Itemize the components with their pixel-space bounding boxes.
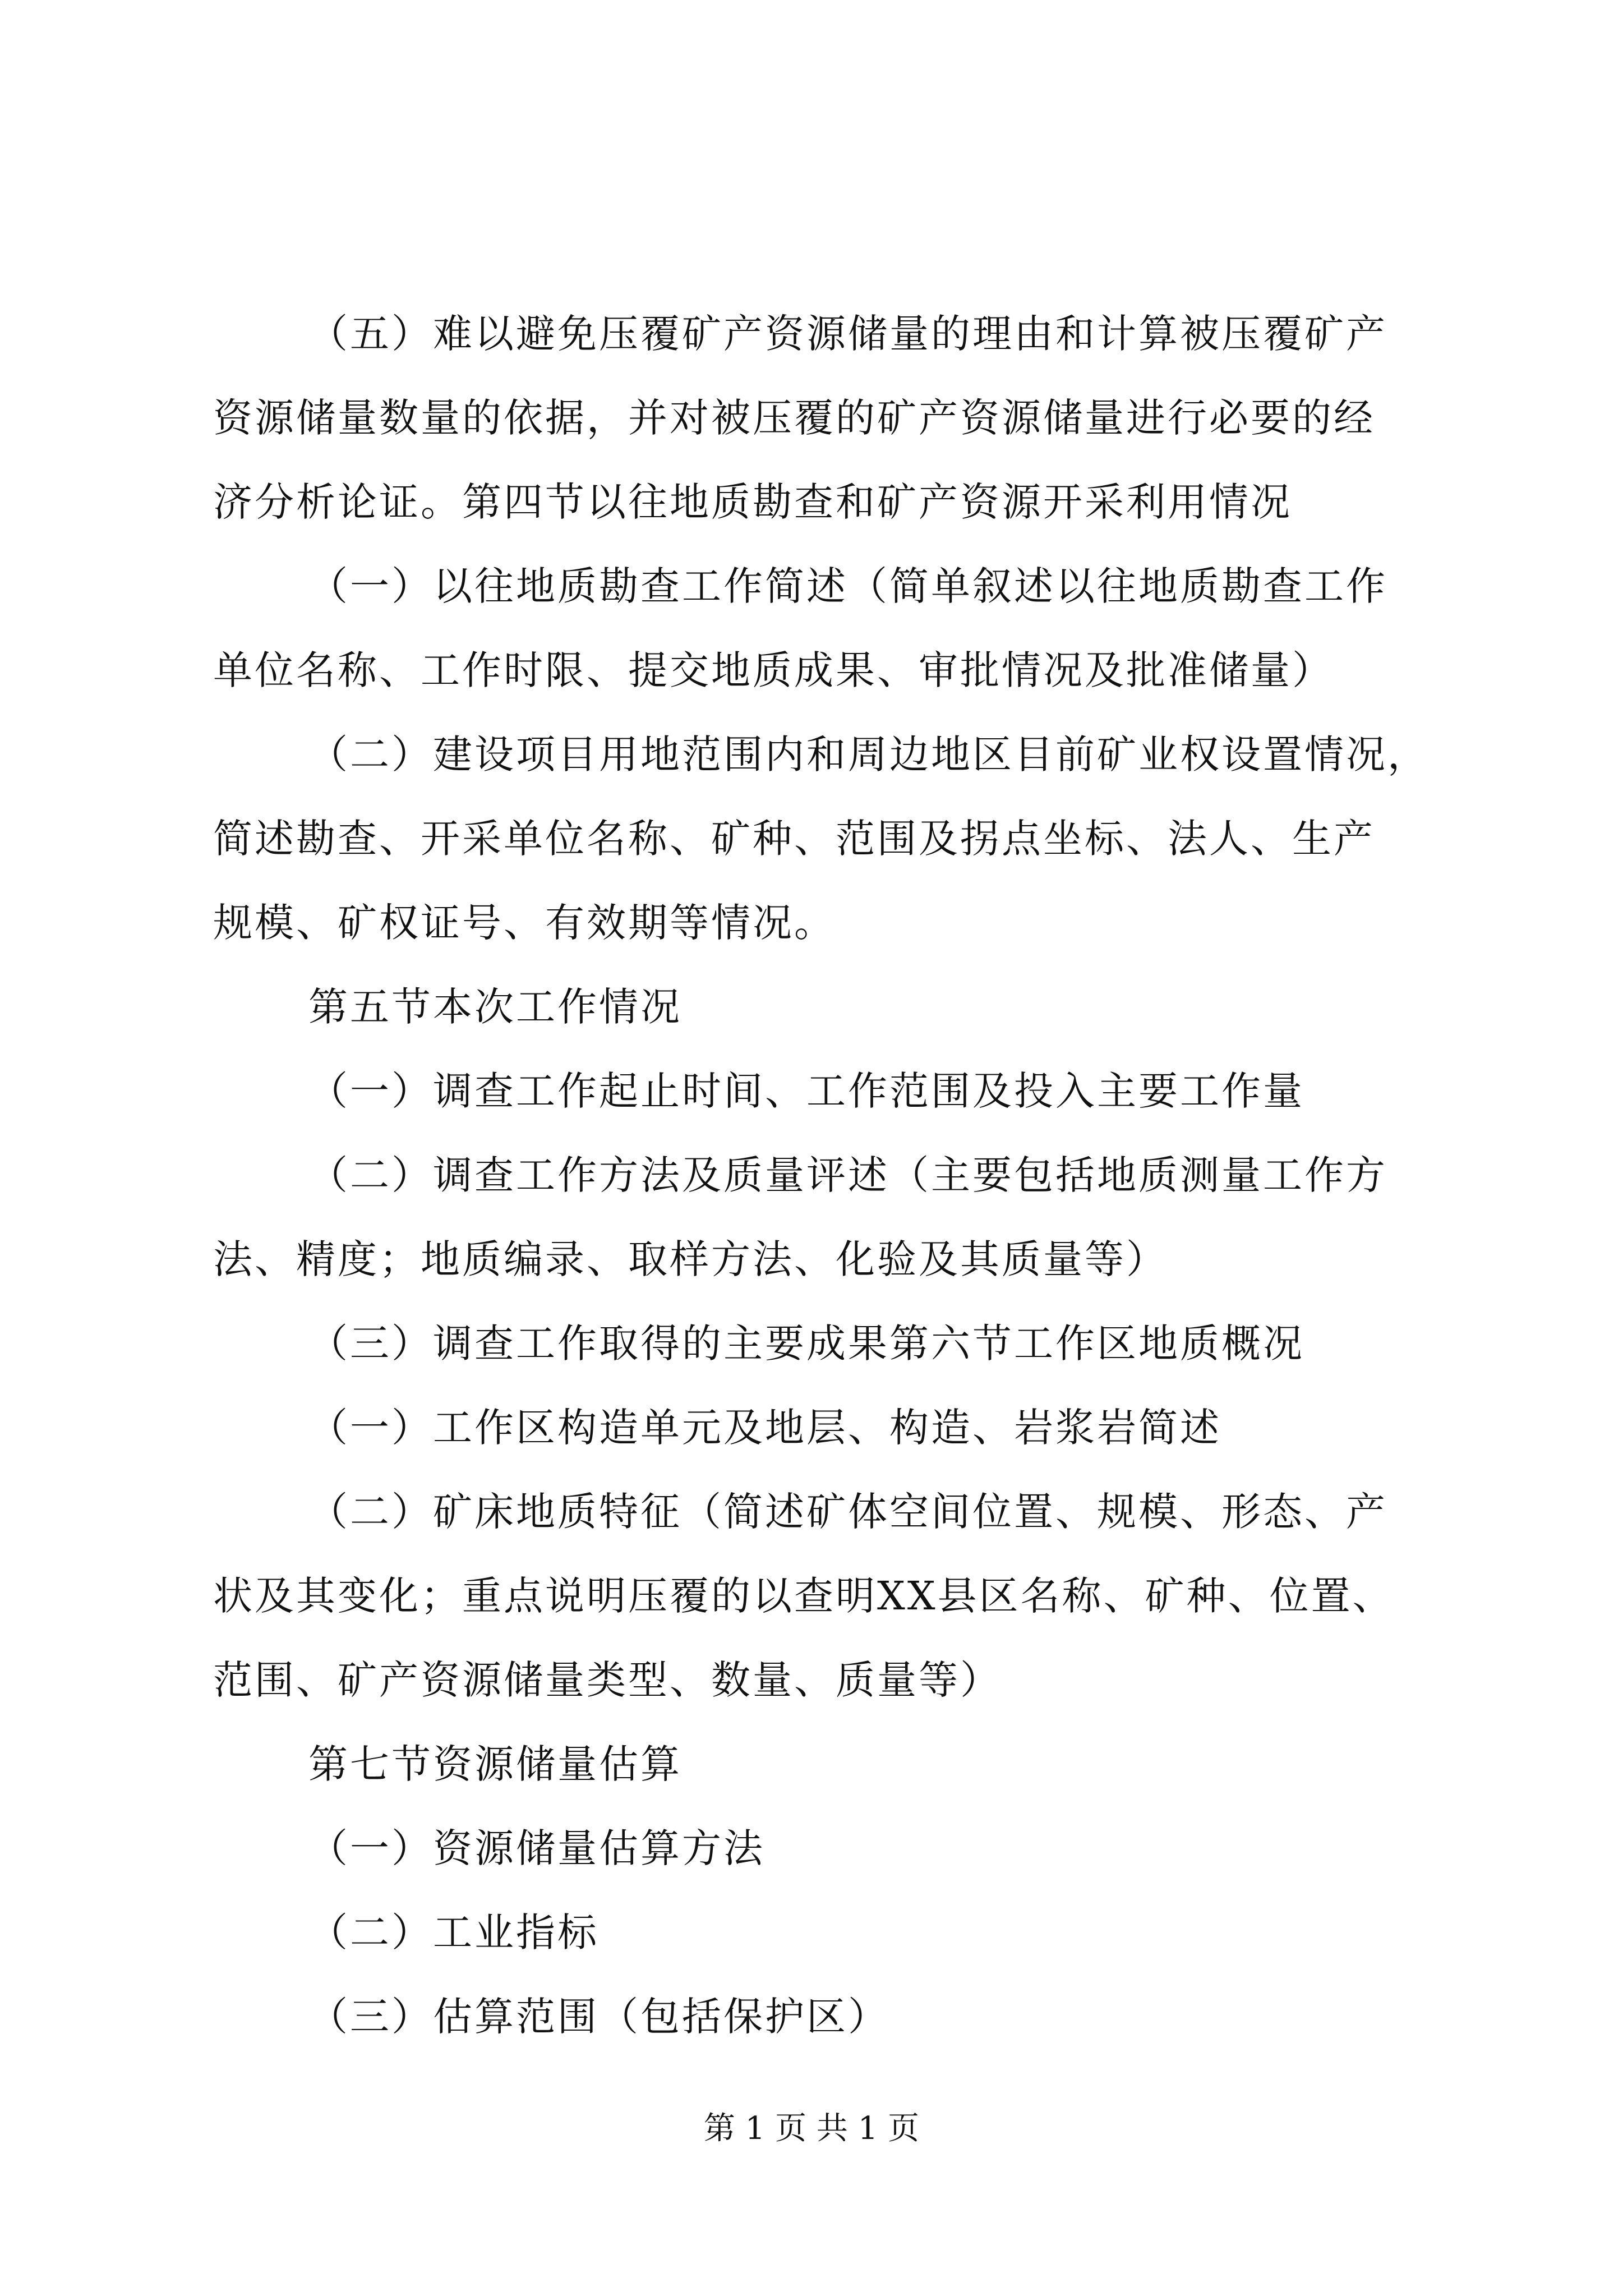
text-line: 规模、矿权证号、有效期等情况。	[213, 900, 836, 946]
text-line: （二）建设项目用地范围内和周边地区目前矿业权设置情况，	[308, 731, 1429, 777]
text-line: 范围、矿产资源储量类型、数量、质量等）	[213, 1657, 1002, 1703]
page-number-footer: 第 1 页 共 1 页	[703, 2110, 920, 2147]
text-line: 状及其变化；重点说明压覆的以查明XX县区名称、矿种、位置、	[213, 1573, 1394, 1619]
text-line: 单位名称、工作时限、提交地质成果、审批情况及批准储量）	[213, 647, 1334, 693]
text-line: （二）矿床地质特征（简述矿体空间位置、规模、形态、产	[308, 1489, 1387, 1535]
document-body	[213, 292, 1430, 2059]
text-line: 简述勘查、开采单位名称、矿种、范围及拐点坐标、法人、生产	[213, 816, 1375, 862]
text-line: 资源储量数量的依据，并对被压覆的矿产资源储量进行必要的经	[213, 395, 1375, 441]
text-line: （一）调查工作起止时间、工作范围及投入主要工作量	[308, 1068, 1304, 1114]
section-heading: 第五节本次工作情况	[308, 984, 682, 1030]
text-line: 济分析论证。第四节以往地质勘查和矿产资源开采利用情况	[213, 479, 1292, 525]
text-line: （三）调查工作取得的主要成果第六节工作区地质概况	[308, 1320, 1304, 1366]
text-line: （二）调查工作方法及质量评述（主要包括地质测量工作方	[308, 1152, 1387, 1198]
text-line: 法、精度；地质编录、取样方法、化验及其质量等）	[213, 1236, 1168, 1282]
text-line: （一）资源储量估算方法	[308, 1825, 765, 1871]
text-line: （三）估算范围（包括保护区）	[308, 1994, 889, 2040]
text-line: （一）以往地质勘查工作简述（简单叙述以往地质勘查工作	[308, 563, 1387, 609]
section-heading: 第七节资源储量估算	[308, 1741, 682, 1787]
text-line: （一）工作区构造单元及地层、构造、岩浆岩简述	[308, 1405, 1221, 1451]
text-line: （二）工业指标	[308, 1910, 599, 1955]
text-line: （五）难以避免压覆矿产资源储量的理由和计算被压覆矿产	[308, 311, 1387, 357]
